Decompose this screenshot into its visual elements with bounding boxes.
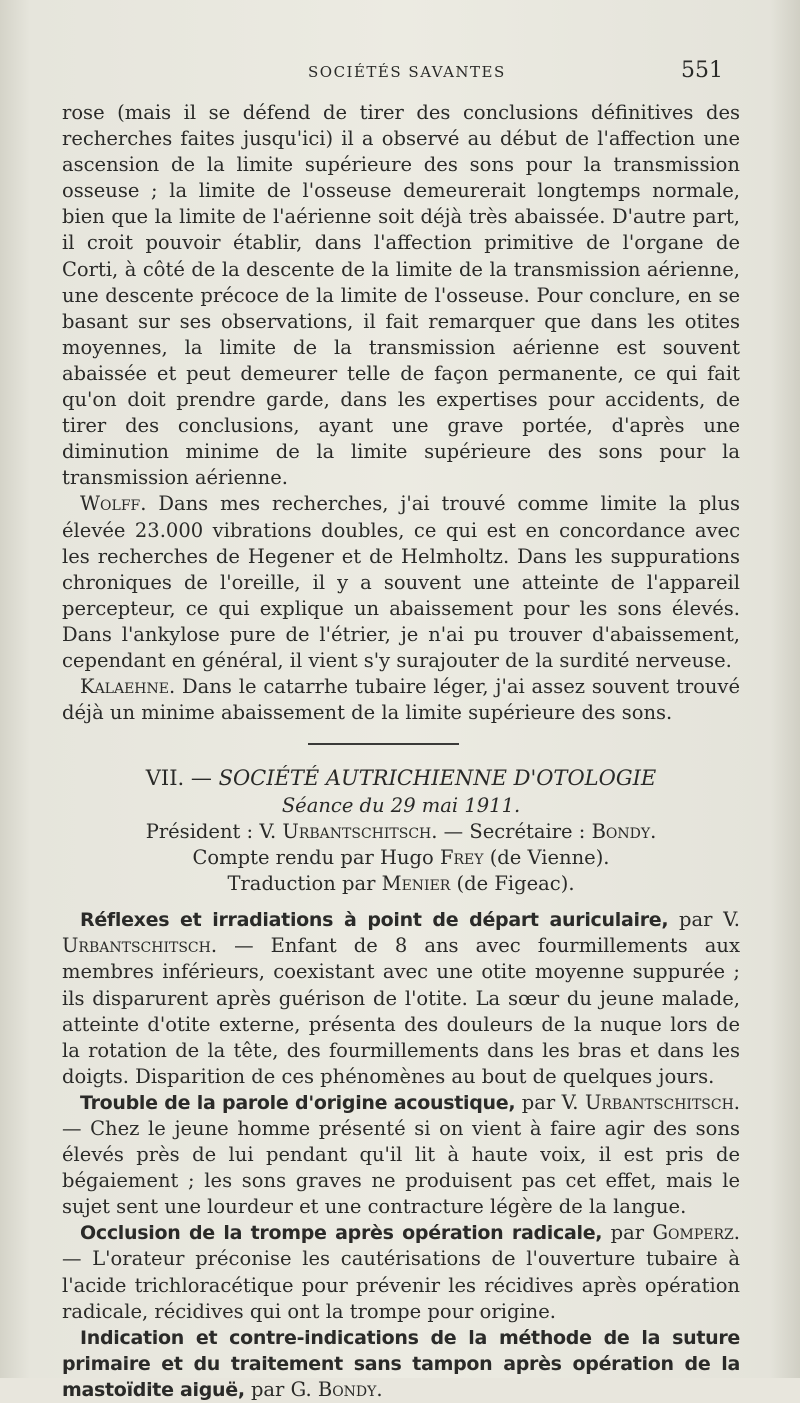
report-end: (de Vienne). — [483, 846, 610, 870]
author-prefix: par — [602, 1221, 653, 1245]
president-name: Urbantschitsch — [282, 820, 432, 844]
item-text: . — Chez le jeune homme présenté si on vient à faire agir des sons élevés près de lui pendant qu'il lit à haute voix, il est pris de bégaiement ; les sons graves ne produisent pas cet effet, mais le sujet sent une lourdeur et une contracture légère de la langue. — [62, 1090, 740, 1219]
item-author: Urbantschitsch — [62, 934, 211, 958]
section-title — [62, 763, 740, 793]
item-text: . — Enfant de 8 ans avec fourmillements aux membres inférieurs, coexistant avec une otite moyenne suppurée ; ils disparurent après guérison de l'otite. La sœur du jeune malade, atteinte d'otite externe, présenta des douleurs de la nuque lors de la rotation de la tête, des fourmillements dans les bras et dans les doigts. Disparition de ces phénomènes au bout de quelques jours. — [62, 934, 740, 1088]
translator-name: Menier — [381, 872, 451, 896]
report-label: Compte rendu par Hugo — [192, 846, 440, 870]
section-number: VII. — — [145, 766, 219, 791]
author-prefix: par G. — [244, 1377, 318, 1401]
item-occlusion-trompe — [62, 1220, 740, 1324]
secretary-name: Bondy — [591, 820, 651, 844]
session-date: Séance du 29 mai 1911. — [281, 794, 521, 818]
item-reflexes — [62, 907, 740, 1090]
item-text: . — [376, 1377, 383, 1401]
item-text: . — L'orateur préconise les cautérisations de l'ouverture tubaire à l'acide trichloracétique pour prévenir les récidives après opération radicale, récidives qui ont la trompe pour origine. — [62, 1221, 740, 1323]
page-header — [0, 58, 800, 94]
section-name: SOCIÉTÉ AUTRICHIENNE D'OTOLOGIE — [218, 766, 657, 791]
item-heading: Trouble de la parole d'origine acoustique, — [80, 1091, 516, 1114]
officers-line — [62, 819, 740, 845]
speaker-name: Wolff. — [80, 492, 147, 516]
translation-line — [62, 871, 740, 897]
secretary-label: . — Secrétaire : — [431, 820, 592, 844]
report-line — [62, 845, 740, 871]
body-text — [62, 100, 740, 1403]
page-number: 551 — [681, 58, 723, 83]
paragraph-text: Dans le catarrhe tubaire léger, j'ai assez souvent trouvé déjà un minime abaissement de la limite supérieure des sons. — [62, 675, 740, 725]
author-prefix: par V. — [515, 1090, 585, 1114]
speaker-name: Kalaehne. — [80, 675, 176, 699]
officers-end: . — [650, 820, 657, 844]
item-author: Urbantschitsch — [584, 1090, 734, 1114]
paragraph-text: Dans mes recherches, j'ai trouvé comme limite la plus élevée 23.000 vibrations doubles, ce qui est en concordance avec les recherches de Hegener et de Helmholtz. Dans les suppurations chroniques de l'oreille, il y a souvent une atteinte de l'appareil percepteur, ce qui explique un abaissement pour les sons élevés. Dans l'ankylose pure de l'étrier, je n'ai pu trouver d'abaissement, cependant en général, il vient s'y surajouter de la surdité nerveuse. — [62, 492, 740, 672]
item-trouble-parole — [62, 1090, 740, 1220]
translation-end: (de Figeac). — [450, 872, 575, 896]
running-head: SOCIÉTÉS SAVANTES — [308, 63, 506, 81]
intro-paragraph: rose (mais il se défend de tirer des conclusions définitives des recherches faites jusqu'ici) il a observé au début de l'affection une ascension de la limite supérieure des sons pour la transmission osseuse ; la limite de l'osseuse demeurerait longtemps normale, bien que la limite de l'aérienne soit déjà très abaissée. D'autre part, il croit pouvoir établir, dans l'affection primitive de l'organe de Corti, à côté de la descente de la limite de la transmission aérienne, une descente précoce de la limite de l'osseuse. Pour conclure, en se basant sur ses observations, il fait remarquer que dans les otites moyennes, la limite de la transmission aérienne est souvent abaissée et peut demeurer telle de façon permanente, ce qui fait qu'on doit prendre garde, dans les expertises pour accidents, de tirer des conclusions, ayant une grave portée, d'après une diminution minime de la limite supérieure des sons pour la transmission aérienne. — [62, 101, 740, 490]
president-label: Président : V. — [145, 820, 283, 844]
item-author: Gomperz — [652, 1221, 734, 1245]
item-indication-suture — [62, 1325, 740, 1403]
reporter-name: Frey — [439, 846, 484, 870]
item-heading: Réflexes et irradiations à point de départ auriculaire, — [80, 909, 669, 932]
author-prefix: par V. — [668, 908, 741, 932]
item-heading: Indication et contre-indications de la méthode de la suture primaire et du traitement sans tampon après opération de la mastoïdite aiguë, — [62, 1326, 740, 1401]
translation-label: Traduction par — [227, 872, 382, 896]
spacer — [62, 897, 740, 907]
kalaehne-paragraph — [62, 674, 740, 726]
item-heading: Occlusion de la trompe après opération radicale, — [80, 1222, 603, 1245]
item-author: Bondy — [317, 1377, 377, 1401]
wolff-paragraph — [62, 491, 740, 674]
section-divider — [308, 743, 459, 745]
